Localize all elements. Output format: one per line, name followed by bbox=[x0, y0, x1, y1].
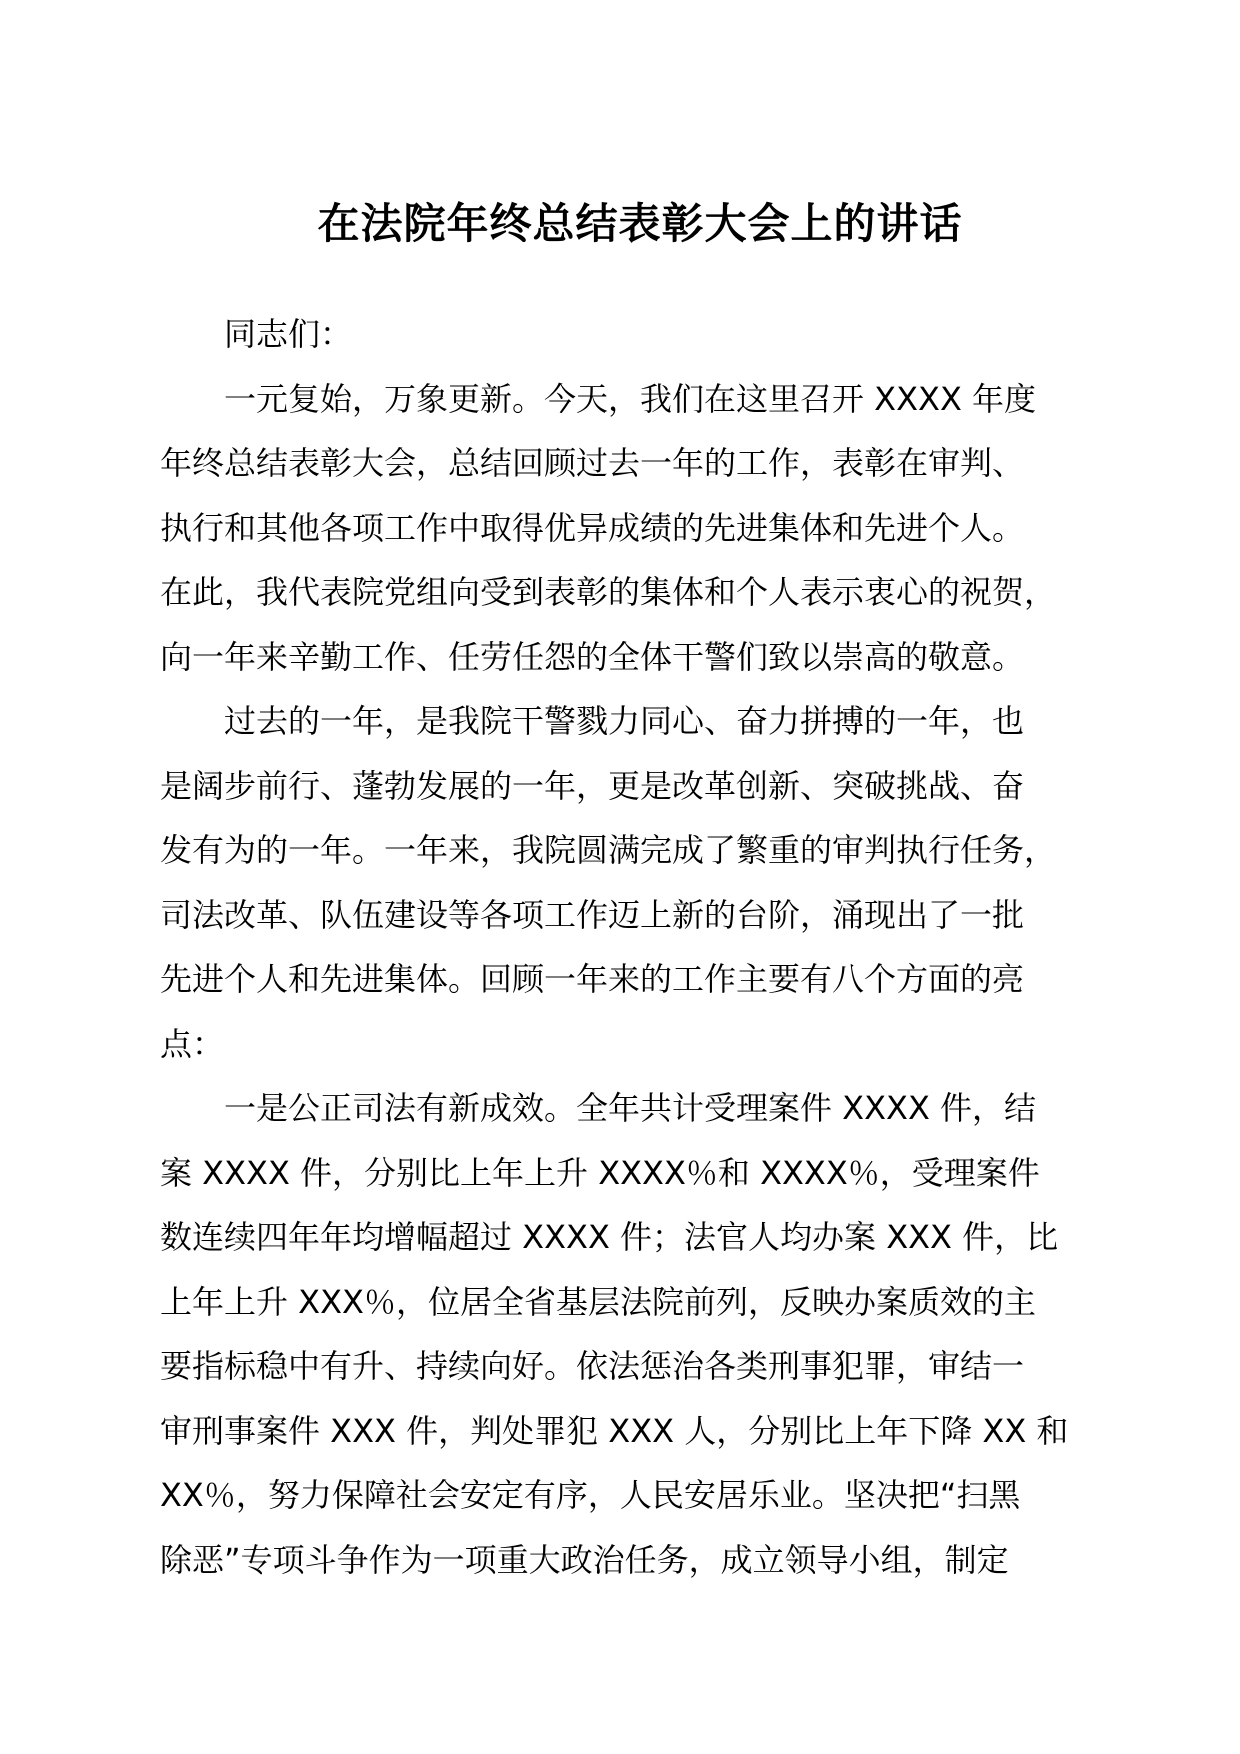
text-line: 在此，我代表院党组向受到表彰的集体和个人表示衷心的祝贺， bbox=[160, 573, 1057, 611]
text-line: 先进个人和先进集体。回顾一年来的工作主要有八个方面的亮 bbox=[160, 960, 1025, 998]
text-line: 发有为的一年。一年来，我院圆满完成了繁重的审判执行任务， bbox=[160, 831, 1057, 869]
text-line: 一元复始，万象更新。今天，我们在这里召开 XXXX 年度 bbox=[224, 379, 1037, 418]
text-line: 是阔步前行、蓬勃发展的一年，更是改革创新、突破挑战、奋 bbox=[160, 766, 1025, 805]
text-line: 数连续四年年均增幅超过 XXXX 件；法官人均办案 XXX 件，比 bbox=[160, 1218, 1059, 1256]
text-line: 一是公正司法有新成效。全年共计受理案件 XXXX 件，结 bbox=[224, 1089, 1037, 1127]
document-page bbox=[160, 196, 1120, 1579]
text-line: 案 XXXX 件，分别比上年上升 XXXX％和 XXXX％，受理案件 bbox=[160, 1153, 1040, 1192]
text-line: XX％，努力保障社会安定有序，人民安居乐业。坚决把“扫黑 bbox=[160, 1476, 1021, 1514]
text-line: 同志们： bbox=[224, 315, 353, 353]
text-line: 除恶”专项斗争作为一项重大政治任务，成立领导小组，制定 bbox=[160, 1540, 1009, 1579]
document-body bbox=[160, 302, 1120, 1592]
text-line: 要指标稳中有升、持续向好。依法惩治各类刑事犯罪，审结一 bbox=[160, 1347, 1025, 1385]
document-title: 在法院年终总结表彰大会上的讲话 bbox=[317, 199, 963, 248]
text-line: 执行和其他各项工作中取得优异成绩的先进集体和先进个人。 bbox=[160, 508, 1025, 547]
text-line: 审刑事案件 XXX 件，判处罪犯 XXX 人，分别比上年下降 XX 和 bbox=[160, 1411, 1069, 1450]
text-line: 点： bbox=[160, 1024, 225, 1063]
text-line: 向一年来辛勤工作、任劳任怨的全体干警们致以崇高的敬意。 bbox=[160, 637, 1025, 676]
text-line: 年终总结表彰大会，总结回顾过去一年的工作，表彰在审判、 bbox=[160, 444, 1025, 482]
text-line: 司法改革、队伍建设等各项工作迈上新的台阶，涌现出了一批 bbox=[160, 895, 1025, 934]
text-line: 上年上升 XXX％，位居全省基层法院前列，反映办案质效的主 bbox=[160, 1282, 1036, 1321]
text-line: 过去的一年，是我院干警戮力同心、奋力拼搏的一年，也 bbox=[224, 702, 1025, 740]
